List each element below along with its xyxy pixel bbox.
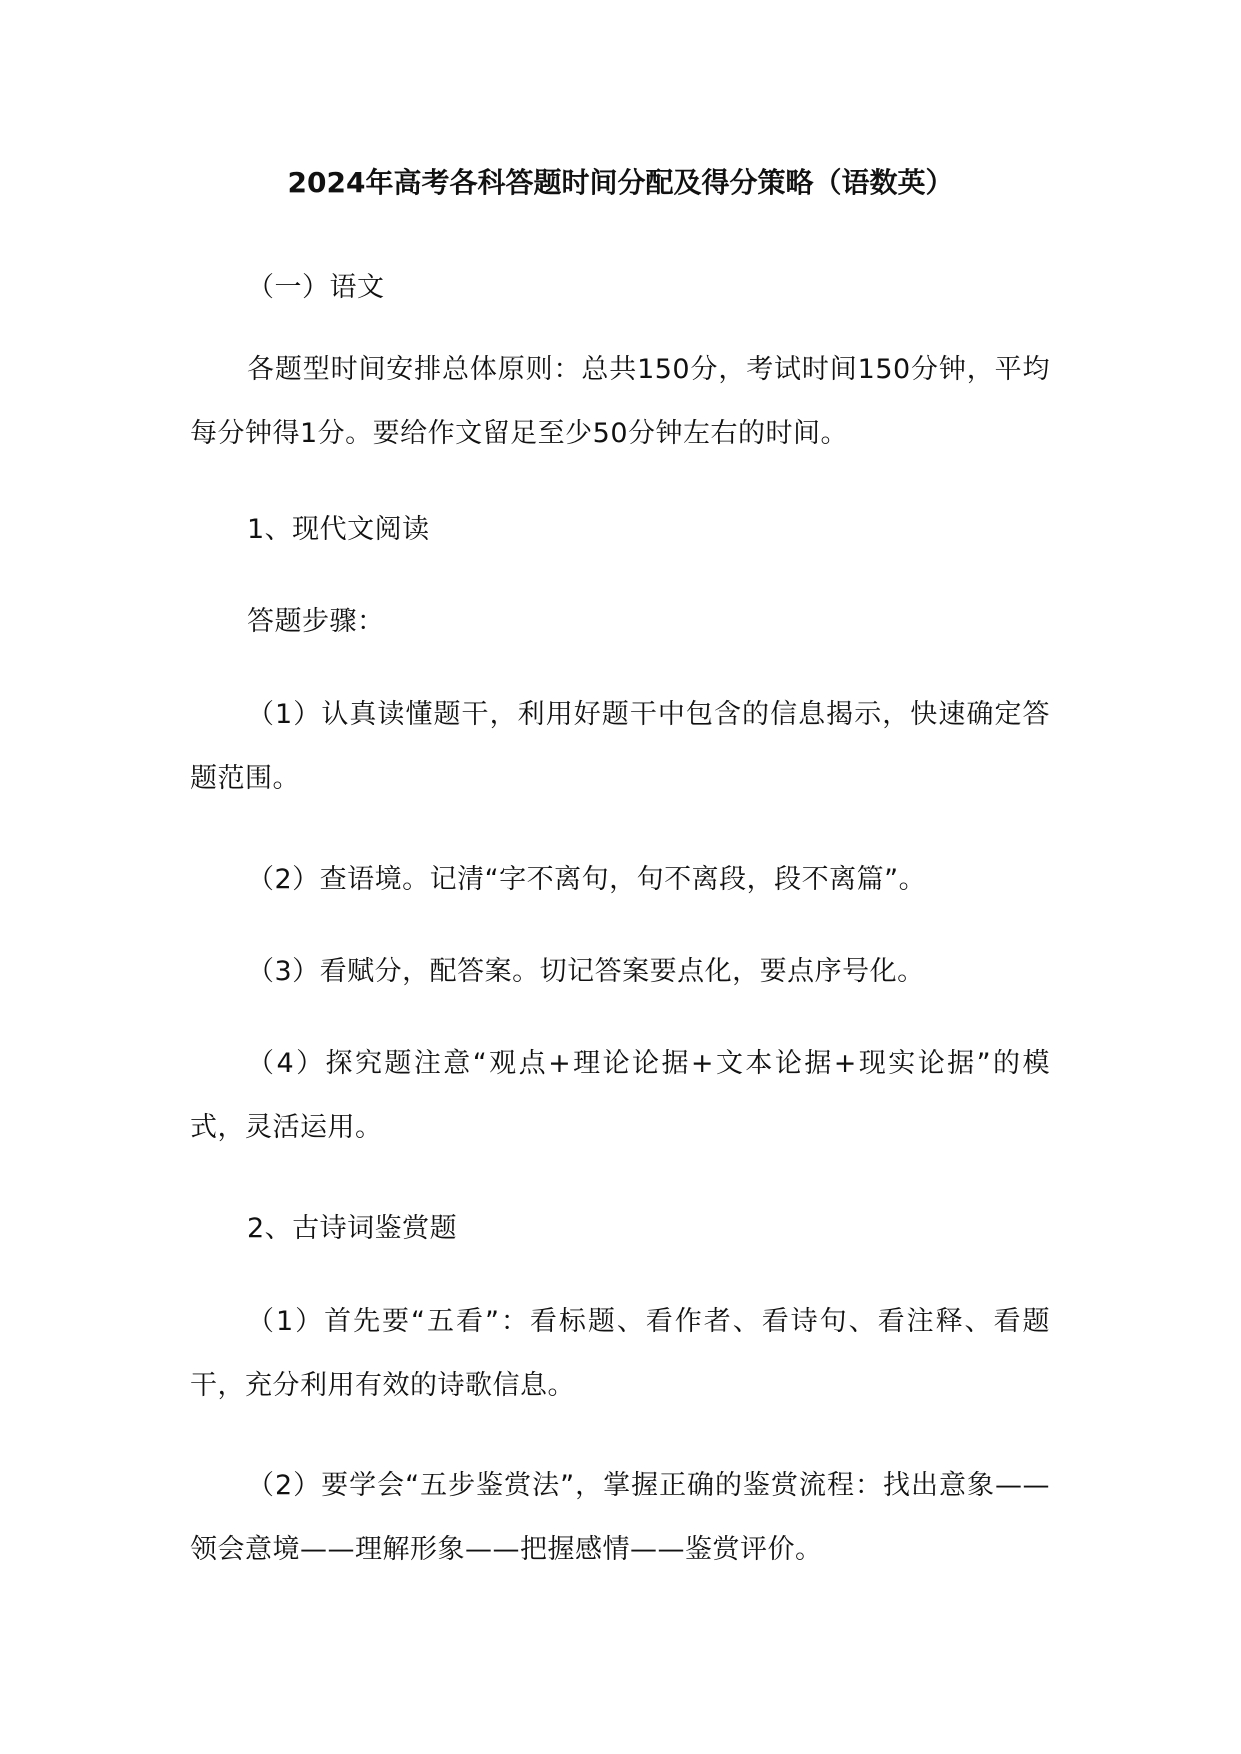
paragraph-step-4: （4）探究题注意“观点+理论论据+文本论据+现实论据”的模式，灵活运用。	[190, 1048, 1050, 1143]
paragraph-time-principle: 各题型时间安排总体原则：总共150分，考试时间150分钟，平均每分钟得1分。要给作文留足至少50分钟左右的时间。	[190, 354, 1050, 449]
section-heading-chinese: （一）语文	[247, 272, 385, 303]
paragraph-poetry-step-2: （2）要学会“五步鉴赏法”，掌握正确的鉴赏流程：找出意象——领会意境——理解形象——把握感情——鉴赏评价。	[190, 1470, 1050, 1565]
paragraph-step-3: （3）看赋分，配答案。切记答案要点化，要点序号化。	[247, 956, 925, 987]
paragraph-step-2: （2）查语境。记清“字不离句，句不离段，段不离篇”。	[247, 864, 927, 895]
document-title: 2024年高考各科答题时间分配及得分策略（语数英）	[287, 166, 954, 199]
paragraph-step-1: （1）认真读懂题干，利用好题干中包含的信息揭示，快速确定答题范围。	[190, 699, 1050, 794]
subheading-poetry-appreciation: 2、古诗词鉴赏题	[247, 1213, 458, 1244]
paragraph-poetry-step-1: （1）首先要“五看”：看标题、看作者、看诗句、看注释、看题干，充分利用有效的诗歌信息。	[190, 1306, 1050, 1401]
paragraph-answer-steps: 答题步骤：	[247, 606, 385, 637]
subheading-modern-reading: 1、现代文阅读	[247, 514, 430, 545]
